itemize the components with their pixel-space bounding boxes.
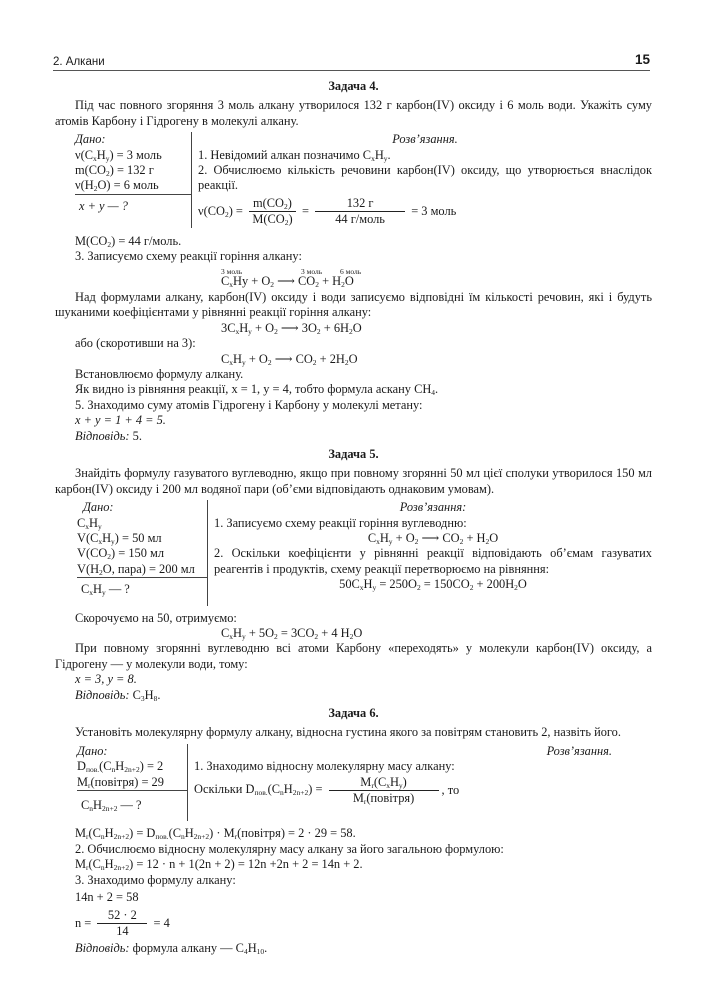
- solution-step: 1. Невідомий алкан позначимо $C_xH_y$.: [198, 147, 391, 163]
- given-item: $M_r(повітря) = 29$: [77, 774, 164, 790]
- text-line: або (скоротивши на 3):: [75, 336, 196, 351]
- text-line: $M_r(C_nH_{2n+2}) = 12 \cdot n + 1(2n + 2) = 12n +2n + 2 = 14n + 2$.: [75, 857, 363, 873]
- fraction: $\frac{m(CO_2)}{M(CO_2)}$: [249, 196, 296, 228]
- given-item: $m(CO_2) = 132$ г: [75, 163, 154, 179]
- given-item: $\nu(C_xH_y) = 3$ моль: [75, 147, 162, 163]
- fraction: $\frac{132 г}{\text{44 г/моль}}$: [315, 196, 405, 228]
- page-content: [55, 79, 652, 957]
- given-item: $C_xH_y$: [77, 515, 102, 531]
- given-item: $V(H_2O$, пара) = 200 мл: [77, 561, 195, 577]
- text-line: 5. Знаходимо суму атомів Гідрогену і Карбону у молекулі метану:: [75, 397, 423, 412]
- reaction-coefficients: [55, 264, 652, 277]
- formula-text: $\nu(CO_2)$ =: [198, 203, 243, 219]
- fraction: $\frac{M_r(C_xH_y)}{M_r(повітря)}$: [329, 775, 439, 807]
- text-line: 2. Обчислюємо відносну молекулярну масу алкану за його загальною формулою:: [75, 841, 504, 856]
- task-6-given-block: [55, 744, 652, 822]
- n-formula: n = $\frac{52 \cdot 2}{14}$ = 4: [75, 907, 170, 938]
- given-column: [55, 744, 188, 822]
- answer-line: Відповідь: 5.: [75, 428, 142, 443]
- text-line: 3. Знаходимо формулу алкану:: [75, 872, 236, 887]
- task-5-title: Задача 5.: [328, 446, 379, 461]
- find-item: $C_xH_y$ — ?: [81, 582, 130, 598]
- text-line: $M_r(C_nH_{2n+2}) = D_{пов.}(C_nH_{2n+2})$ · $M_r(повітря) = 2 \cdot 29 = 58$.: [75, 826, 356, 842]
- reaction-equation: $3C_xH_y + O_2$ ⟶ $3O_2 + 6H_2O$: [221, 320, 362, 336]
- solution-step: 2. Обчислюємо кількість речовини карбон(IV) оксиду, що утворюється внаслідок реакції.: [198, 163, 652, 193]
- fraction: $\frac{52 \cdot 2}{14}$: [97, 908, 147, 940]
- find-item: x + y — ?: [79, 198, 128, 213]
- page-number: 15: [634, 52, 650, 67]
- density-formula: [194, 775, 652, 807]
- task-6-title: Задача 6.: [328, 706, 379, 721]
- text-line: Як видно із рівняння реакції, x = 1, y = 4, тобто формула аскану $CH_4$.: [75, 382, 439, 398]
- answer-line: Відповідь: формула алкану — $C_4H_{10}$.: [75, 941, 268, 957]
- task-5-given-block: [55, 500, 652, 605]
- reaction-equation: $C_xH_y + O_2$ ⟶ $CO_2 + H_2O$: [367, 530, 499, 546]
- given-label: Дано:: [77, 743, 108, 758]
- text-line: 3. Записуємо схему реакції горіння алкану:: [75, 249, 302, 264]
- task-4-condition: Під час повного згоряння 3 моль алкану утворилося 132 г карбон(IV) оксиду і 6 моль води. Укажіть суму атомів Карбону і Гідрогену в молекулі алкану.: [55, 98, 652, 128]
- reaction-equation: $C_xHy + O_2$ ⟶ $CO_2 + H_2O$: [221, 274, 354, 290]
- solution-label: Розв’язання:: [399, 500, 467, 515]
- task-6-condition: Установіть молекулярну формулу алкану, відносна густина якого за повітрям становить 2, назвіть його.: [75, 725, 621, 740]
- given-label: Дано:: [83, 500, 114, 515]
- solution-step: 1. Знаходимо відносну молекулярну масу алкану:: [194, 759, 455, 774]
- given-item: $V(C_xH_y) = 50$ мл: [77, 530, 162, 546]
- solution-column: [208, 500, 652, 605]
- given-column: [55, 132, 192, 227]
- text-line: $M(CO_2) = 44$ г/моль.: [75, 233, 182, 249]
- solution-step: 2. Оскільки коефіцієнти у рівнянні реакції відповідають об’ємам газуватих реагентів і продуктів, схему реакції перетворюємо на рівняння:: [214, 546, 652, 576]
- task-4-title: Задача 4.: [328, 79, 379, 93]
- coefficient: 3 моль: [221, 267, 243, 277]
- text-line: Встановлюємо формулу алкану.: [75, 366, 244, 381]
- given-column: [55, 500, 208, 605]
- running-header: [53, 54, 650, 71]
- given-item: $D_{пов.}(C_nH_{2n+2}) = 2$: [77, 759, 164, 775]
- solution-column: [192, 132, 652, 227]
- task-5-condition: Знайдіть формулу газуватого вуглеводню, якщо при повному згорянні 50 мл цієї сполуки утворилося 150 мл карбон(IV) оксиду і 200 мл водяної пари (об’єми відповідають однаковим умовам).: [55, 466, 652, 496]
- solution-label: Розв’язання.: [546, 743, 612, 758]
- task-4-given-block: [55, 132, 652, 227]
- paragraph: Над формулами алкану, карбон(IV) оксиду і води записуємо відповідні їм кількості речовин, які і будуть шуканими коефіцієнтами у рівнянні реакції горіння алкану:: [55, 289, 652, 320]
- reaction-equation: $50C_xH_y = 250O_2 = 150CO_2 + 200H_2O$: [339, 577, 527, 593]
- formula-text: = 3 моль: [411, 203, 457, 218]
- text-line: x = 3, y = 8.: [75, 672, 137, 687]
- coefficient: 3 моль: [301, 267, 323, 277]
- solution-step: 1. Записуємо схему реакції горіння вуглеводню:: [214, 515, 467, 530]
- reaction-equation: $C_xH_y + O_2$ ⟶ $CO_2 + 2H_2O$: [221, 351, 358, 367]
- formula-text: Оскільки $D_{пов.}(C_nH_{2n+2})$ =: [194, 782, 323, 798]
- section-title: 2. Алкани: [53, 56, 105, 68]
- paragraph: При повному згорянні вуглеводню всі атоми Карбону «переходять» у молекули карбон(IV) оксиду, а Гідрогену — у молекули води, тому:: [55, 641, 652, 671]
- formula-nu-co2: $\nu(CO_2)$ = $\frac{m(CO_2)}{M(CO_2)}$ = $\frac{132 г}{\text{44 г/моль}}$ = 3 моль: [198, 195, 457, 228]
- given-item: $V(CO_2) = 150$ мл: [77, 546, 165, 562]
- reaction-equation: $C_xH_y + 5O_2 = 3CO_2 + 4$ $H_2O$: [221, 626, 363, 641]
- given-item: $\nu(H_2O) = 6$ моль: [75, 178, 159, 194]
- given-label: Дано:: [75, 132, 106, 147]
- solution-column: [188, 744, 652, 822]
- coefficient: 6 моль: [340, 267, 362, 277]
- text-line: Скорочуємо на 50, отримуємо:: [75, 610, 237, 625]
- find-item: $C_nH_{2n+2}$ — ?: [81, 798, 142, 814]
- answer-line: Відповідь: $C_3H_8$.: [75, 687, 161, 703]
- solution-label: Розв’язання.: [392, 132, 458, 147]
- formula-text: , то: [441, 782, 460, 797]
- text-line: x + y = 1 + 4 = 5.: [75, 413, 166, 428]
- text-line: 14n + 2 = 58: [75, 890, 139, 905]
